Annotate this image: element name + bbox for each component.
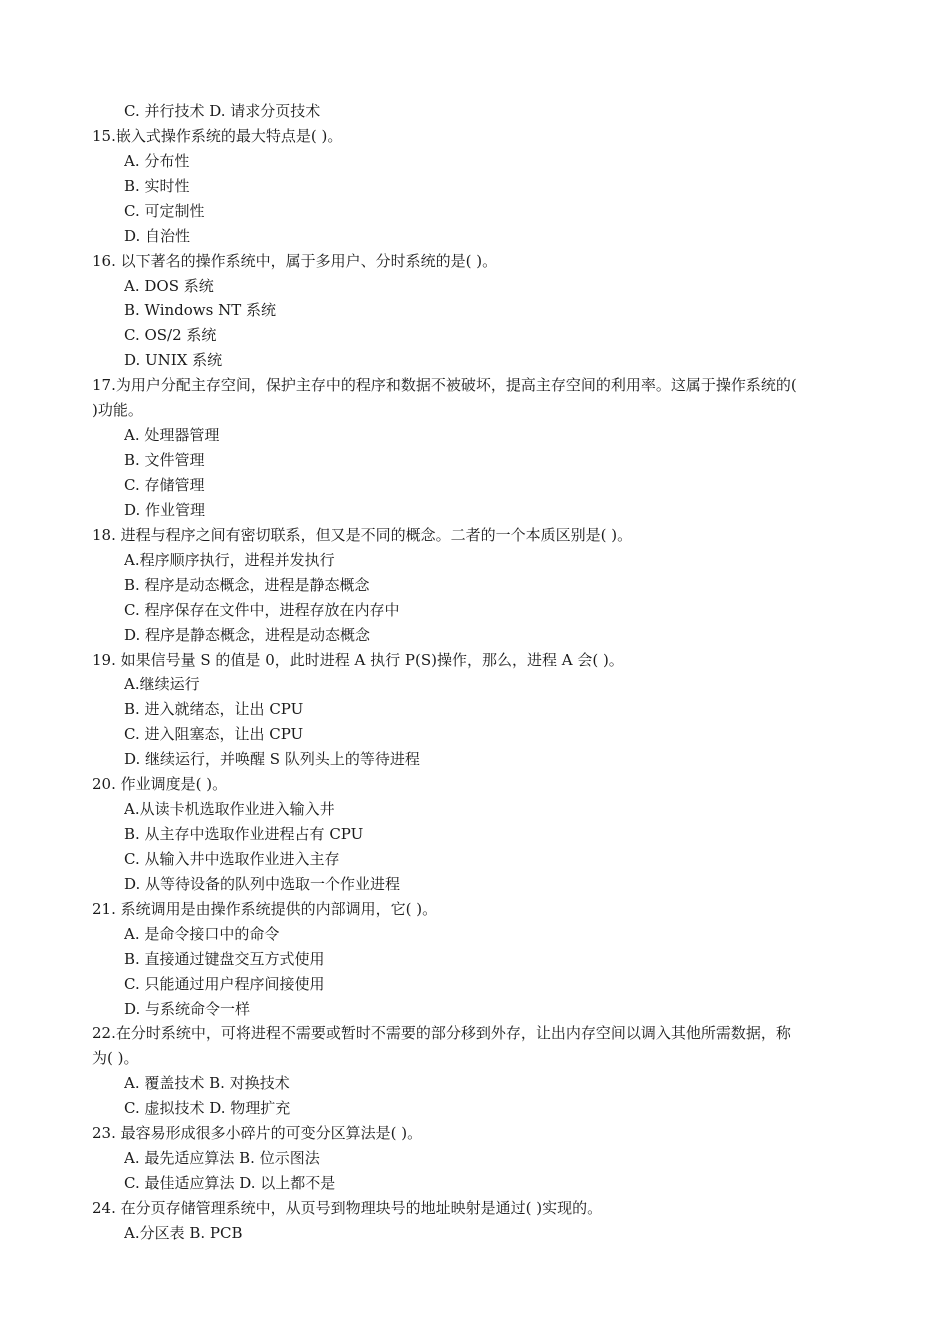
answer-option-line: A. 最先适应算法 B. 位示图法 <box>124 1149 320 1168</box>
answer-option-line: B. 进入就绪态，让出 CPU <box>124 700 304 719</box>
answer-option-line: B. 从主存中选取作业进程占有 CPU <box>124 825 364 843</box>
answer-option-line: A.从读卡机选取作业进入输入井 <box>124 800 335 818</box>
question-line: )功能。 <box>92 401 143 420</box>
answer-option-line: C. 可定制性 <box>124 201 205 220</box>
answer-option-line: B. 直接通过键盘交互方式使用 <box>124 949 325 968</box>
answer-option-line: D. 自治性 <box>124 226 191 245</box>
answer-option-line: D. UNIX 系统 <box>124 351 223 370</box>
question-line: 22.在分时系统中，可将进程不需要或暂时不需要的部分移到外存，让出内存空间以调入其他所需数据，称 <box>92 1024 791 1043</box>
question-line: 16. 以下著名的操作系统中，属于多用户、分时系统的是( )。 <box>92 251 498 270</box>
question-line: 20. 作业调度是( )。 <box>92 775 228 794</box>
answer-option-line: A. 分布性 <box>124 151 190 170</box>
question-line: 21. 系统调用是由操作系统提供的内部调用，它( )。 <box>92 899 438 918</box>
answer-option-line: B. 文件管理 <box>124 451 205 469</box>
answer-option-line: D. 继续运行，并唤醒 S 队列头上的等待进程 <box>124 750 420 769</box>
answer-option-line: C. 虚拟技术 D. 物理扩充 <box>124 1099 291 1118</box>
answer-option-line: D. 作业管理 <box>124 500 206 519</box>
answer-option-line: B. 程序是动态概念，进程是静态概念 <box>124 575 370 594</box>
question-line: 15.嵌入式操作系统的最大特点是( )。 <box>92 126 343 145</box>
question-line: 23. 最容易形成很多小碎片的可变分区算法是( )。 <box>92 1124 423 1143</box>
answer-option-line: B. Windows NT 系统 <box>124 301 277 320</box>
answer-option-line: C. 进入阻塞态，让出 CPU <box>124 725 304 744</box>
answer-option-line: A.分区表 B. PCB <box>124 1223 243 1242</box>
answer-option-line: A.程序顺序执行，进程并发执行 <box>124 550 335 569</box>
question-line: 17.为用户分配主存空间，保护主存中的程序和数据不被破坏，提高主存空间的利用率。这属于操作系统的( <box>92 376 797 395</box>
answer-option-line: C. 并行技术 D. 请求分页技术 <box>124 102 321 120</box>
answer-option-line: C. 存储管理 <box>124 475 205 494</box>
answer-option-line: C. 最佳适应算法 D. 以上都不是 <box>124 1174 336 1192</box>
question-line: 24. 在分页存储管理系统中，从页号到物理块号的地址映射是通过( )实现的。 <box>92 1198 603 1217</box>
answer-option-line: C. 程序保存在文件中，进程存放在内存中 <box>124 600 400 619</box>
answer-option-line: C. 从输入井中选取作业进入主存 <box>124 849 340 868</box>
question-line: 18. 进程与程序之间有密切联系，但又是不同的概念。二者的一个本质区别是( )。 <box>92 525 633 544</box>
answer-option-line: D. 程序是静态概念，进程是动态概念 <box>124 625 371 644</box>
answer-option-line: A. DOS 系统 <box>124 276 214 295</box>
answer-option-line: D. 从等待设备的队列中选取一个作业进程 <box>124 874 401 893</box>
answer-option-line: C. 只能通过用户程序间接使用 <box>124 974 325 993</box>
answer-option-line: A. 是命令接口中的命令 <box>124 924 280 943</box>
answer-option-line: A. 处理器管理 <box>124 426 220 445</box>
question-line: 为( )。 <box>92 1049 139 1068</box>
answer-option-line: A.继续运行 <box>124 675 200 694</box>
question-line: 19. 如果信号量 S 的值是 0，此时进程 A 执行 P(S)操作，那么，进程 A 会( )。 <box>92 650 624 669</box>
answer-option-line: D. 与系统命令一样 <box>124 999 251 1018</box>
answer-option-line: B. 实时性 <box>124 176 190 195</box>
answer-option-line: A. 覆盖技术 B. 对换技术 <box>124 1074 290 1093</box>
answer-option-line: C. OS/2 系统 <box>124 326 217 345</box>
